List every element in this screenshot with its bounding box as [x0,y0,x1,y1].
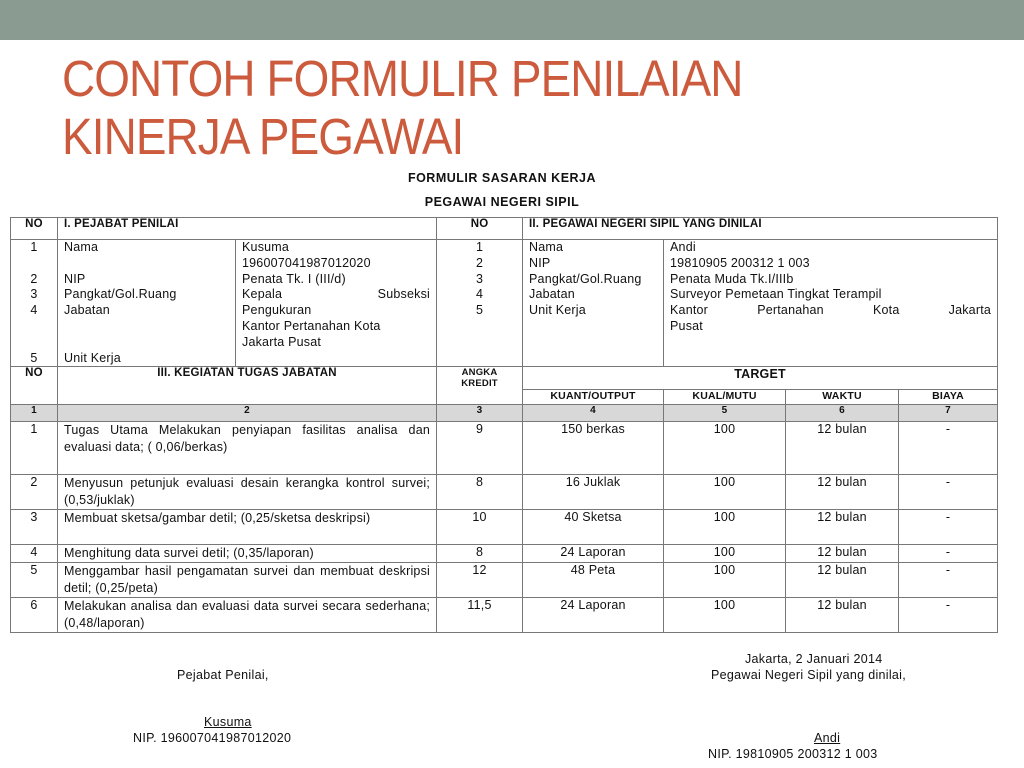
col-num-2: 2 [58,405,437,422]
activity-biaya: - [899,563,998,598]
col-num-6: 6 [786,405,899,422]
activity-biaya: - [899,598,998,633]
s1-number: 3 [30,287,38,302]
s1-value-jabatan: Kepala Subseksi [242,287,431,302]
activity-no: 3 [11,510,58,545]
angka-label: ANGKA [461,367,498,379]
s2-label: Pangkat/Gol.Ruang [529,271,642,286]
activity-angka-kredit: 10 [437,510,523,545]
activity-waktu: 12 bulan [786,545,899,563]
s2-value-nama: Andi [670,240,696,254]
s2-label: Unit Kerja [529,303,586,318]
s2-value-unit-cont: Pusat [670,318,703,333]
s2-label: NIP [529,255,551,270]
s3-header-angka-kredit [437,367,523,405]
col-num-4: 4 [523,405,664,422]
s2-value-nip: 19810905 200312 1 003 [670,255,810,270]
activity-waktu: 12 bulan [786,598,899,633]
header-no-2: NO [437,218,523,240]
signer-right-nip: NIP. 19810905 200312 1 003 [708,747,878,761]
s2-value-jabatan: Surveyor Pemetaan Tingkat Terampil [670,287,882,302]
s1-labels [58,240,236,367]
activity-description: Tugas Utama Melakukan penyiapan fasilitas analisa dan evaluasi data; ( 0,06/berkas) [58,422,437,475]
s1-values [236,240,437,367]
activity-description: Melakukan analisa dan evaluasi data survei secara sederhana; (0,48/laporan) [58,598,437,633]
activity-kuant-output: 16 Juklak [523,475,664,510]
activity-no: 2 [11,475,58,510]
activity-row [11,545,998,563]
activity-waktu: 12 bulan [786,510,899,545]
activity-waktu: 12 bulan [786,563,899,598]
s2-number: 1 [475,240,484,254]
activity-description: Menghitung data survei detil; (0,35/laporan) [58,545,437,563]
s2-values [664,240,998,367]
activity-kuant-output: 40 Sketsa [523,510,664,545]
activity-angka-kredit: 9 [437,422,523,475]
s1-value-unit: Kantor Pertanahan Kota [242,318,381,333]
activity-no: 4 [11,545,58,563]
activity-waktu: 12 bulan [786,422,899,475]
activity-kual-mutu: 100 [664,563,786,598]
activity-angka-kredit: 8 [437,475,523,510]
sub-waktu: WAKTU [786,390,899,405]
s1-label: Pangkat/Gol.Ruang [64,287,177,302]
activity-kual-mutu: 100 [664,545,786,563]
activity-kual-mutu: 100 [664,475,786,510]
signer-right-role: Pegawai Negeri Sipil yang dinilai, [711,668,907,682]
s1-number: 5 [30,350,38,365]
activity-angka-kredit: 11,5 [437,598,523,633]
s1-value-pangkat: Penata Tk. I (III/d) [242,271,346,286]
activity-row [11,510,998,545]
s1-label [64,256,229,272]
s1-number [17,256,51,272]
form-title: FORMULIR SASARAN KERJA [407,171,597,185]
activity-row [11,563,998,598]
activity-kual-mutu: 100 [664,510,786,545]
activity-no: 1 [11,422,58,475]
activity-biaya: - [899,422,998,475]
s3-header-target: TARGET [523,367,998,390]
s3-header-no: NO [11,367,58,405]
activity-kuant-output: 150 berkas [523,422,664,475]
s1-number: 1 [30,240,38,254]
activity-row [11,598,998,633]
s1-number [17,335,51,351]
s2-number: 4 [475,287,484,302]
kredit-label: KREDIT [461,378,498,390]
section-header-row [11,218,998,240]
s1-number: 4 [30,303,38,318]
s1-value-unit-cont: Jakarta Pusat [242,334,322,349]
activity-description: Menggambar hasil pengamatan survei dan membuat deskripsi detil; (0,25/peta) [58,563,437,598]
activity-kual-mutu: 100 [664,598,786,633]
activity-row [11,422,998,475]
s1-label: Nama [64,240,99,254]
activity-kual-mutu: 100 [664,422,786,475]
sub-kuant: KUANT/OUTPUT [523,390,664,405]
s1-label [64,319,229,335]
signer-right-name: Andi [814,731,841,745]
slide-title-line-1: CONTOH FORMULIR PENILAIAN [62,50,743,107]
s2-labels [523,240,664,367]
s3-header-title: III. KEGIATAN TUGAS JABATAN [58,367,437,405]
s2-value-unit: Kantor Pertanahan Kota Jakarta [670,303,992,318]
header-pejabat-penilai: I. PEJABAT PENILAI [58,218,437,240]
s1-numbers [11,240,58,367]
column-number-row [11,405,998,422]
s1-label: NIP [64,271,86,286]
s2-number: 2 [475,255,484,270]
activity-description: Menyusun petunjuk evaluasi desain kerangka kontrol survei; (0,53/juklak) [58,475,437,510]
activity-biaya: - [899,510,998,545]
form-table [10,217,998,633]
s2-value-pangkat: Penata Muda Tk.I/IIIb [670,271,794,286]
s1-number [17,319,51,335]
slide-title-line-2: KINERJA PEGAWAI [62,108,464,165]
s2-number: 5 [475,303,484,318]
activity-angka-kredit: 8 [437,545,523,563]
slide-title [62,50,872,166]
signer-right-place-date: Jakarta, 2 Januari 2014 [745,652,883,666]
top-accent-bar [0,0,1024,40]
header-pns-dinilai: II. PEGAWAI NEGERI SIPIL YANG DINILAI [523,218,998,240]
activity-kuant-output: 24 Laporan [523,598,664,633]
col-num-7: 7 [899,405,998,422]
signer-left-nip: NIP. 196007041987012020 [133,731,292,745]
activity-kuant-output: 48 Peta [523,563,664,598]
signer-left-name: Kusuma [204,715,252,729]
activity-biaya: - [899,475,998,510]
sub-kual: KUAL/MUTU [664,390,786,405]
sub-biaya: BIAYA [899,390,998,405]
activity-kuant-output: 24 Laporan [523,545,664,563]
s1-value-jabatan-cont: Pengukuran [242,303,312,318]
header-no: NO [11,218,58,240]
col-num-3: 3 [437,405,523,422]
identity-row [11,240,998,367]
s2-numbers [437,240,523,367]
activity-no: 6 [11,598,58,633]
activity-no: 5 [11,563,58,598]
s2-number: 3 [475,271,484,286]
s2-label: Nama [529,240,564,254]
activity-description: Membuat sketsa/gambar detil; (0,25/sketsa deskripsi) [58,510,437,545]
s1-label: Jabatan [64,303,110,318]
s1-value-nip: 196007041987012020 [242,255,371,270]
s1-number: 2 [30,271,38,286]
section3-header-row [11,367,998,390]
col-num-5: 5 [664,405,786,422]
col-num-1: 1 [11,405,58,422]
activity-waktu: 12 bulan [786,475,899,510]
activity-row [11,475,998,510]
activity-angka-kredit: 12 [437,563,523,598]
activity-rows [11,422,998,633]
s1-label [64,335,229,351]
form-subtitle: PEGAWAI NEGERI SIPIL [424,195,580,209]
s1-label: Unit Kerja [64,350,121,365]
s2-label: Jabatan [529,287,575,302]
signer-left-role: Pejabat Penilai, [177,668,269,682]
s1-value-nama: Kusuma [242,240,290,254]
activity-biaya: - [899,545,998,563]
